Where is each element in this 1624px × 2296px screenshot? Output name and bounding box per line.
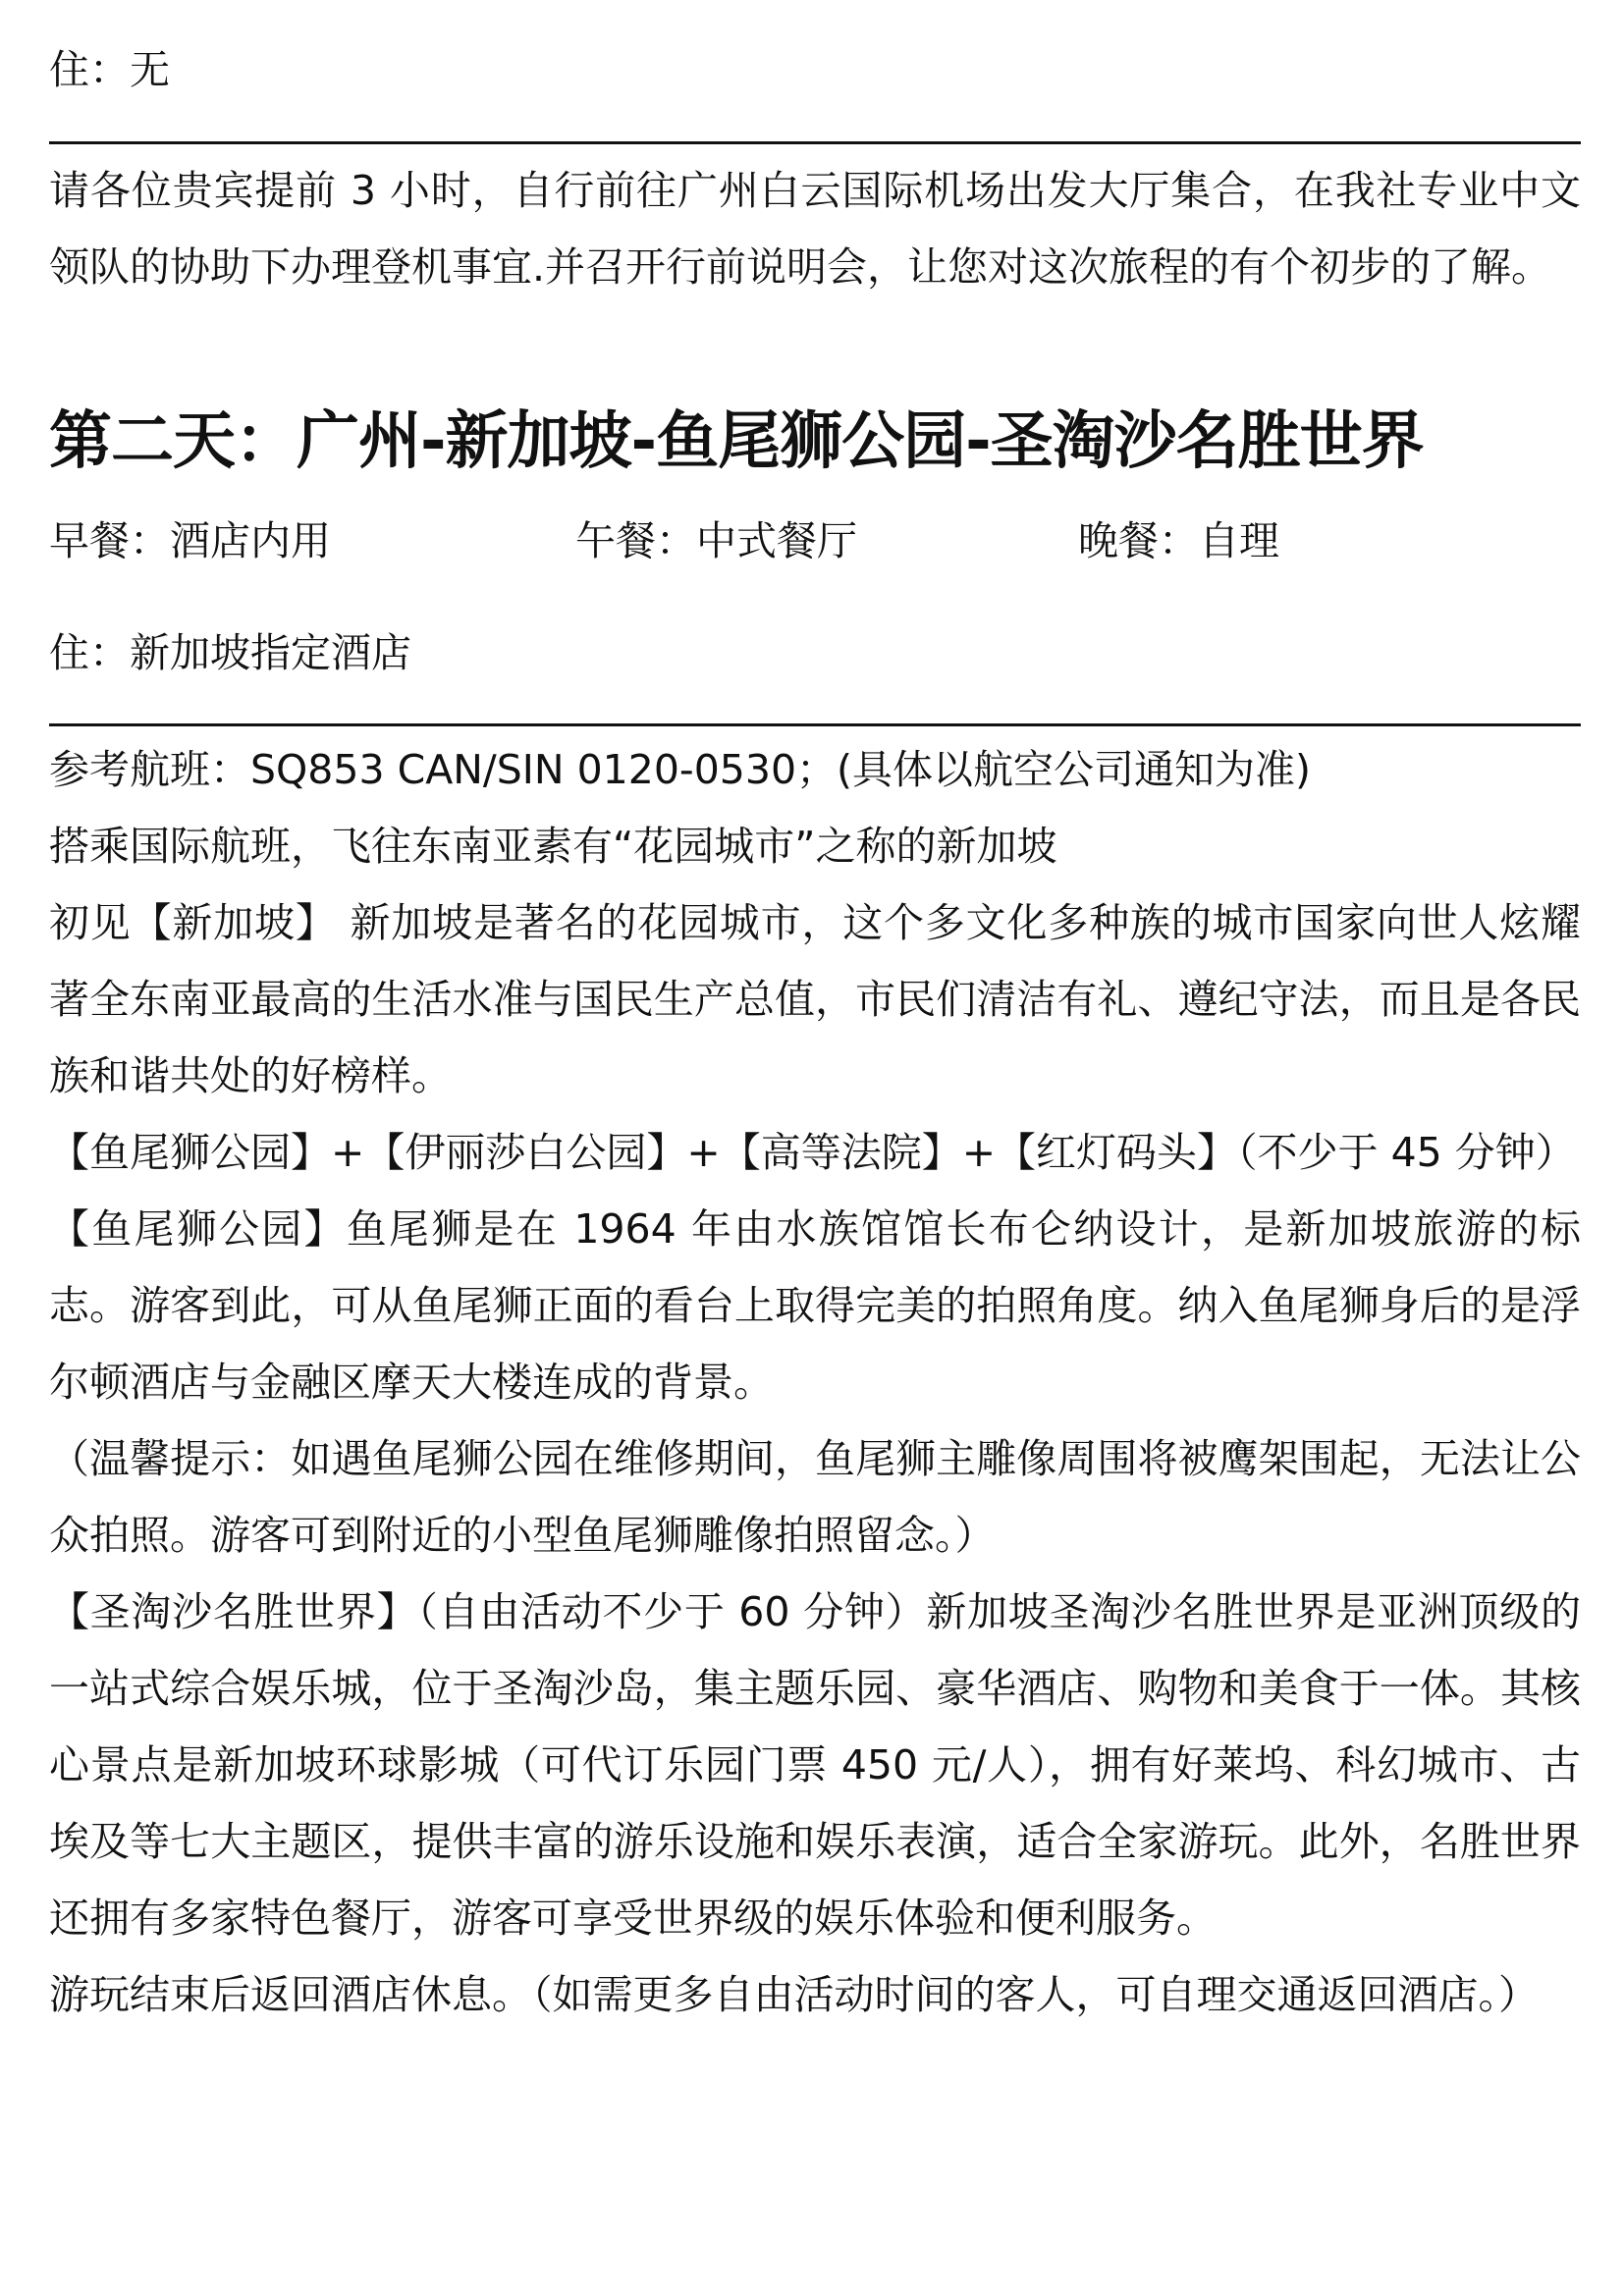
lunch-label: 午餐：中式餐厅 bbox=[575, 517, 857, 564]
singapore-intro: 初见【新加坡】 新加坡是著名的花园城市，这个多文化多种族的城市国家向世人炫耀著全东南亚最高的生活水准与国民生产总值，市民们清洁有礼、遵纪守法，而且是各民族和谐共处的好榜样。 bbox=[49, 899, 1581, 1099]
sights-list: 【鱼尾狮公园】+【伊丽莎白公园】+【高等法院】+【红灯码头】（不少于 45 分钟） bbox=[49, 1129, 1576, 1176]
day2-lodging: 住：新加坡指定酒店 bbox=[49, 629, 411, 676]
dinner-label: 晚餐：自理 bbox=[1078, 517, 1279, 564]
flight-info: 参考航班：SQ853 CAN/SIN 0120-0530；(具体以航空公司通知为准) bbox=[49, 746, 1312, 793]
assembly-paragraph: 请各位贵宾提前 3 小时，自行前往广州白云国际机场出发大厅集合，在我社专业中文领队的协助下办理登机事宜.并召开行前说明会，让您对这次旅程的有个初步的了解。 bbox=[49, 167, 1581, 291]
breakfast-label: 早餐：酒店内用 bbox=[49, 517, 331, 564]
divider bbox=[49, 141, 1581, 144]
sentosa-paragraph: 【圣淘沙名胜世界】（自由活动不少于 60 分钟）新加坡圣淘沙名胜世界是亚洲顶级的一站式综合娱乐城，位于圣淘沙岛，集主题乐园、豪华酒店、购物和美食于一体。其核心景点是新加坡环球影城（可代订乐园门票 450 元/人），拥有好莱坞、科幻城市、古埃及等七大主题区，提供丰富的游乐设施和娱乐表演，适合全家游玩。此外，名胜世界还拥有多家特色餐厅，游客可享受世界级的娱乐体验和便利服务。 bbox=[49, 1588, 1581, 1942]
merlion-tip: （温馨提示：如遇鱼尾狮公园在维修期间，鱼尾狮主雕像周围将被鹰架围起，无法让公众拍照。游客可到附近的小型鱼尾狮雕像拍照留念。） bbox=[49, 1435, 1581, 1559]
divider bbox=[49, 723, 1581, 726]
day1-lodging: 住：无 bbox=[49, 46, 170, 93]
meals-row bbox=[49, 503, 1581, 579]
day2-title: 第二天：广州-新加坡-鱼尾狮公园-圣淘沙名胜世界 bbox=[49, 405, 1424, 478]
flight-intro: 搭乘国际航班，飞往东南亚素有“花园城市”之称的新加坡 bbox=[49, 823, 1057, 870]
return-note: 游玩结束后返回酒店休息。（如需更多自由活动时间的客人，可自理交通返回酒店。） bbox=[49, 1971, 1539, 2018]
merlion-paragraph: 【鱼尾狮公园】鱼尾狮是在 1964 年由水族馆馆长布仑纳设计，是新加坡旅游的标志。游客到此，可从鱼尾狮正面的看台上取得完美的拍照角度。纳入鱼尾狮身后的是浮尔顿酒店与金融区摩天大楼连成的背景。 bbox=[49, 1205, 1581, 1406]
day2-body bbox=[49, 731, 1581, 2033]
